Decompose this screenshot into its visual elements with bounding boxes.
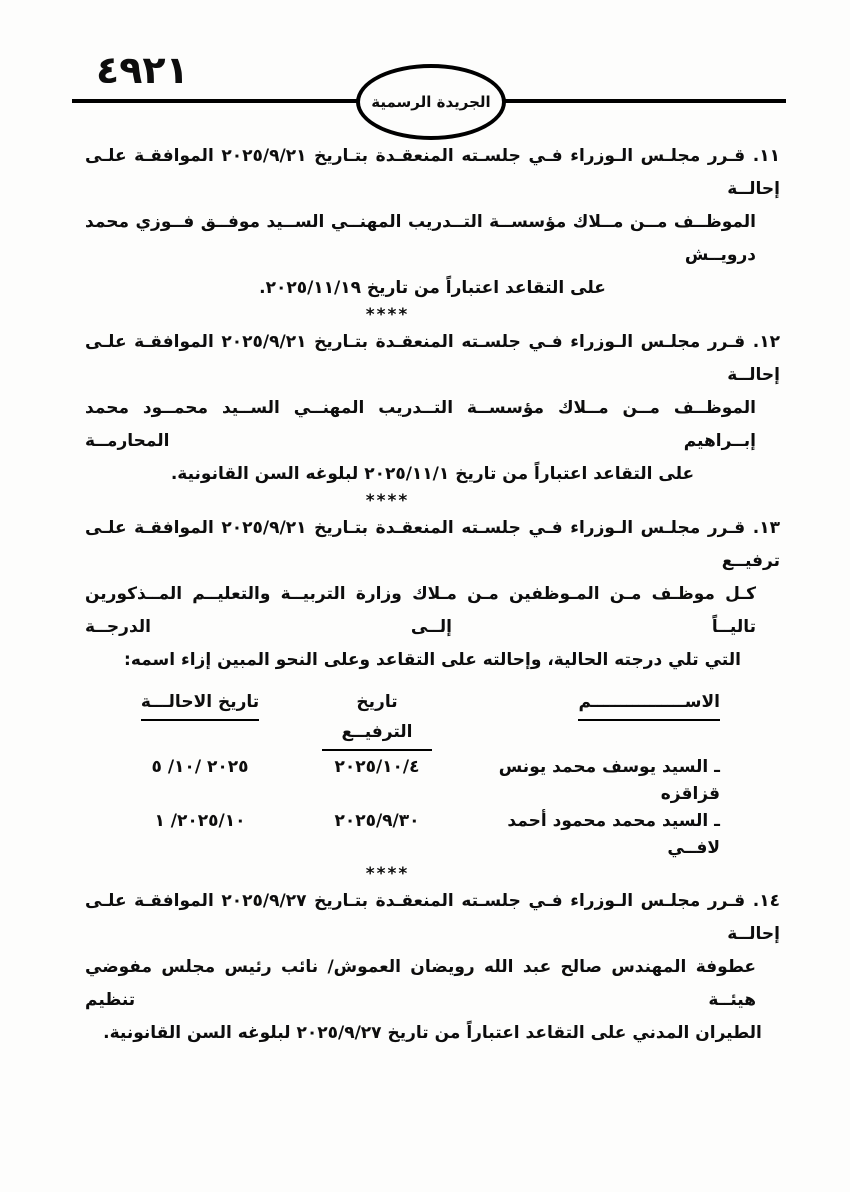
gazette-title-oval <box>356 64 506 140</box>
column-header-name: الاســــــــــــــــم <box>470 687 720 751</box>
paragraph-line: الموظــف مــن مــلاك مؤسســة التــدريب المهنــي الســيد موفــق فــوزي محمد درويــش <box>85 212 756 265</box>
paragraph-line: التي تلي درجته الحالية، وإحالته على التقاعد وعلى النحو المبين إزاء اسمه: <box>124 650 741 670</box>
paragraph-line: على التقاعد اعتباراً من تاريخ ٢٠٢٥/١١/١ لبلوغه السن القانونية. <box>170 464 695 484</box>
decision-paragraph-12 <box>85 326 780 491</box>
decision-paragraph-11 <box>85 140 780 305</box>
page-number: ٤٩٢١ <box>96 48 189 92</box>
paragraph-line: الموظــف مــن مــلاك مؤسســة التــدريب المهنــي الســيد محمــود محمد إبــراهيم المحارمــة <box>85 398 756 451</box>
referral-date: ٢٠٢٥/١٠/ ١ <box>154 811 246 831</box>
column-header-referral-date: تاريخ الاحالـــة <box>130 687 270 751</box>
promotion-date: ٢٠٢٥/١٠/٤ <box>334 757 420 777</box>
document-content <box>85 140 780 1050</box>
referral-date: ٢٠٢٥ /١٠/ ٥ <box>151 757 249 777</box>
paragraph-line: كـل موظـف مـن المـوظفين مـن مـلاك وزارة التربيــة والتعليــم المــذكورين تاليــاً إلــى الدرجــة <box>85 584 756 637</box>
section-separator: **** <box>365 305 410 325</box>
paragraph-line: ١٣. قـرر مجلـس الـوزراء فـي جلسـته المنعقـدة بتـاريخ ٢٠٢٥/٩/٢١ الموافقـة علـى ترفيــع <box>85 518 780 571</box>
paragraph-line: ١١. قـرر مجلـس الـوزراء فـي جلسـته المنعقـدة بتـاريخ ٢٠٢٥/٩/٢١ الموافقـة علـى إحالــة <box>85 146 780 199</box>
paragraph-line: على التقاعد اعتباراً من تاريخ ٢٠٢٥/١١/١٩. <box>259 278 606 298</box>
paragraph-line: ١٤. قـرر مجلـس الـوزراء فـي جلسـته المنعقـدة بتـاريخ ٢٠٢٥/٩/٢٧ الموافقـة علـى إحالــة <box>85 891 780 944</box>
section-separator: **** <box>365 864 410 884</box>
paragraph-line: ١٢. قـرر مجلـس الـوزراء فـي جلسـته المنعقـدة بتـاريخ ٢٠٢٥/٩/٢١ الموافقـة علـى إحالــة <box>85 332 780 385</box>
decision-paragraph-14 <box>85 885 780 1050</box>
column-header-promotion-date: تاريخ الترفيــع <box>322 687 432 751</box>
table-row <box>85 808 720 862</box>
gazette-title: الجريدة الرسمية <box>371 93 491 111</box>
table-row <box>85 754 720 808</box>
table-header-row <box>85 687 720 751</box>
promotions-table <box>85 687 780 862</box>
employee-name: ـ السيد يوسف محمد يونس قزاقزه <box>498 757 720 804</box>
paragraph-line: عطوفة المهندس صالح عبد الله رويضان العموش/ نائب رئيس مجلس مفوضي هيئــة تنظيم <box>85 957 756 1010</box>
decision-paragraph-13 <box>85 512 780 677</box>
employee-name: ـ السيد محمد محمود أحمد لافــي <box>507 811 720 858</box>
promotion-date: ٢٠٢٥/٩/٣٠ <box>334 811 420 831</box>
section-separator: **** <box>365 491 410 511</box>
paragraph-line: الطيران المدني على التقاعد اعتباراً من تاريخ ٢٠٢٥/٩/٢٧ لبلوغه السن القانونية. <box>103 1023 762 1043</box>
